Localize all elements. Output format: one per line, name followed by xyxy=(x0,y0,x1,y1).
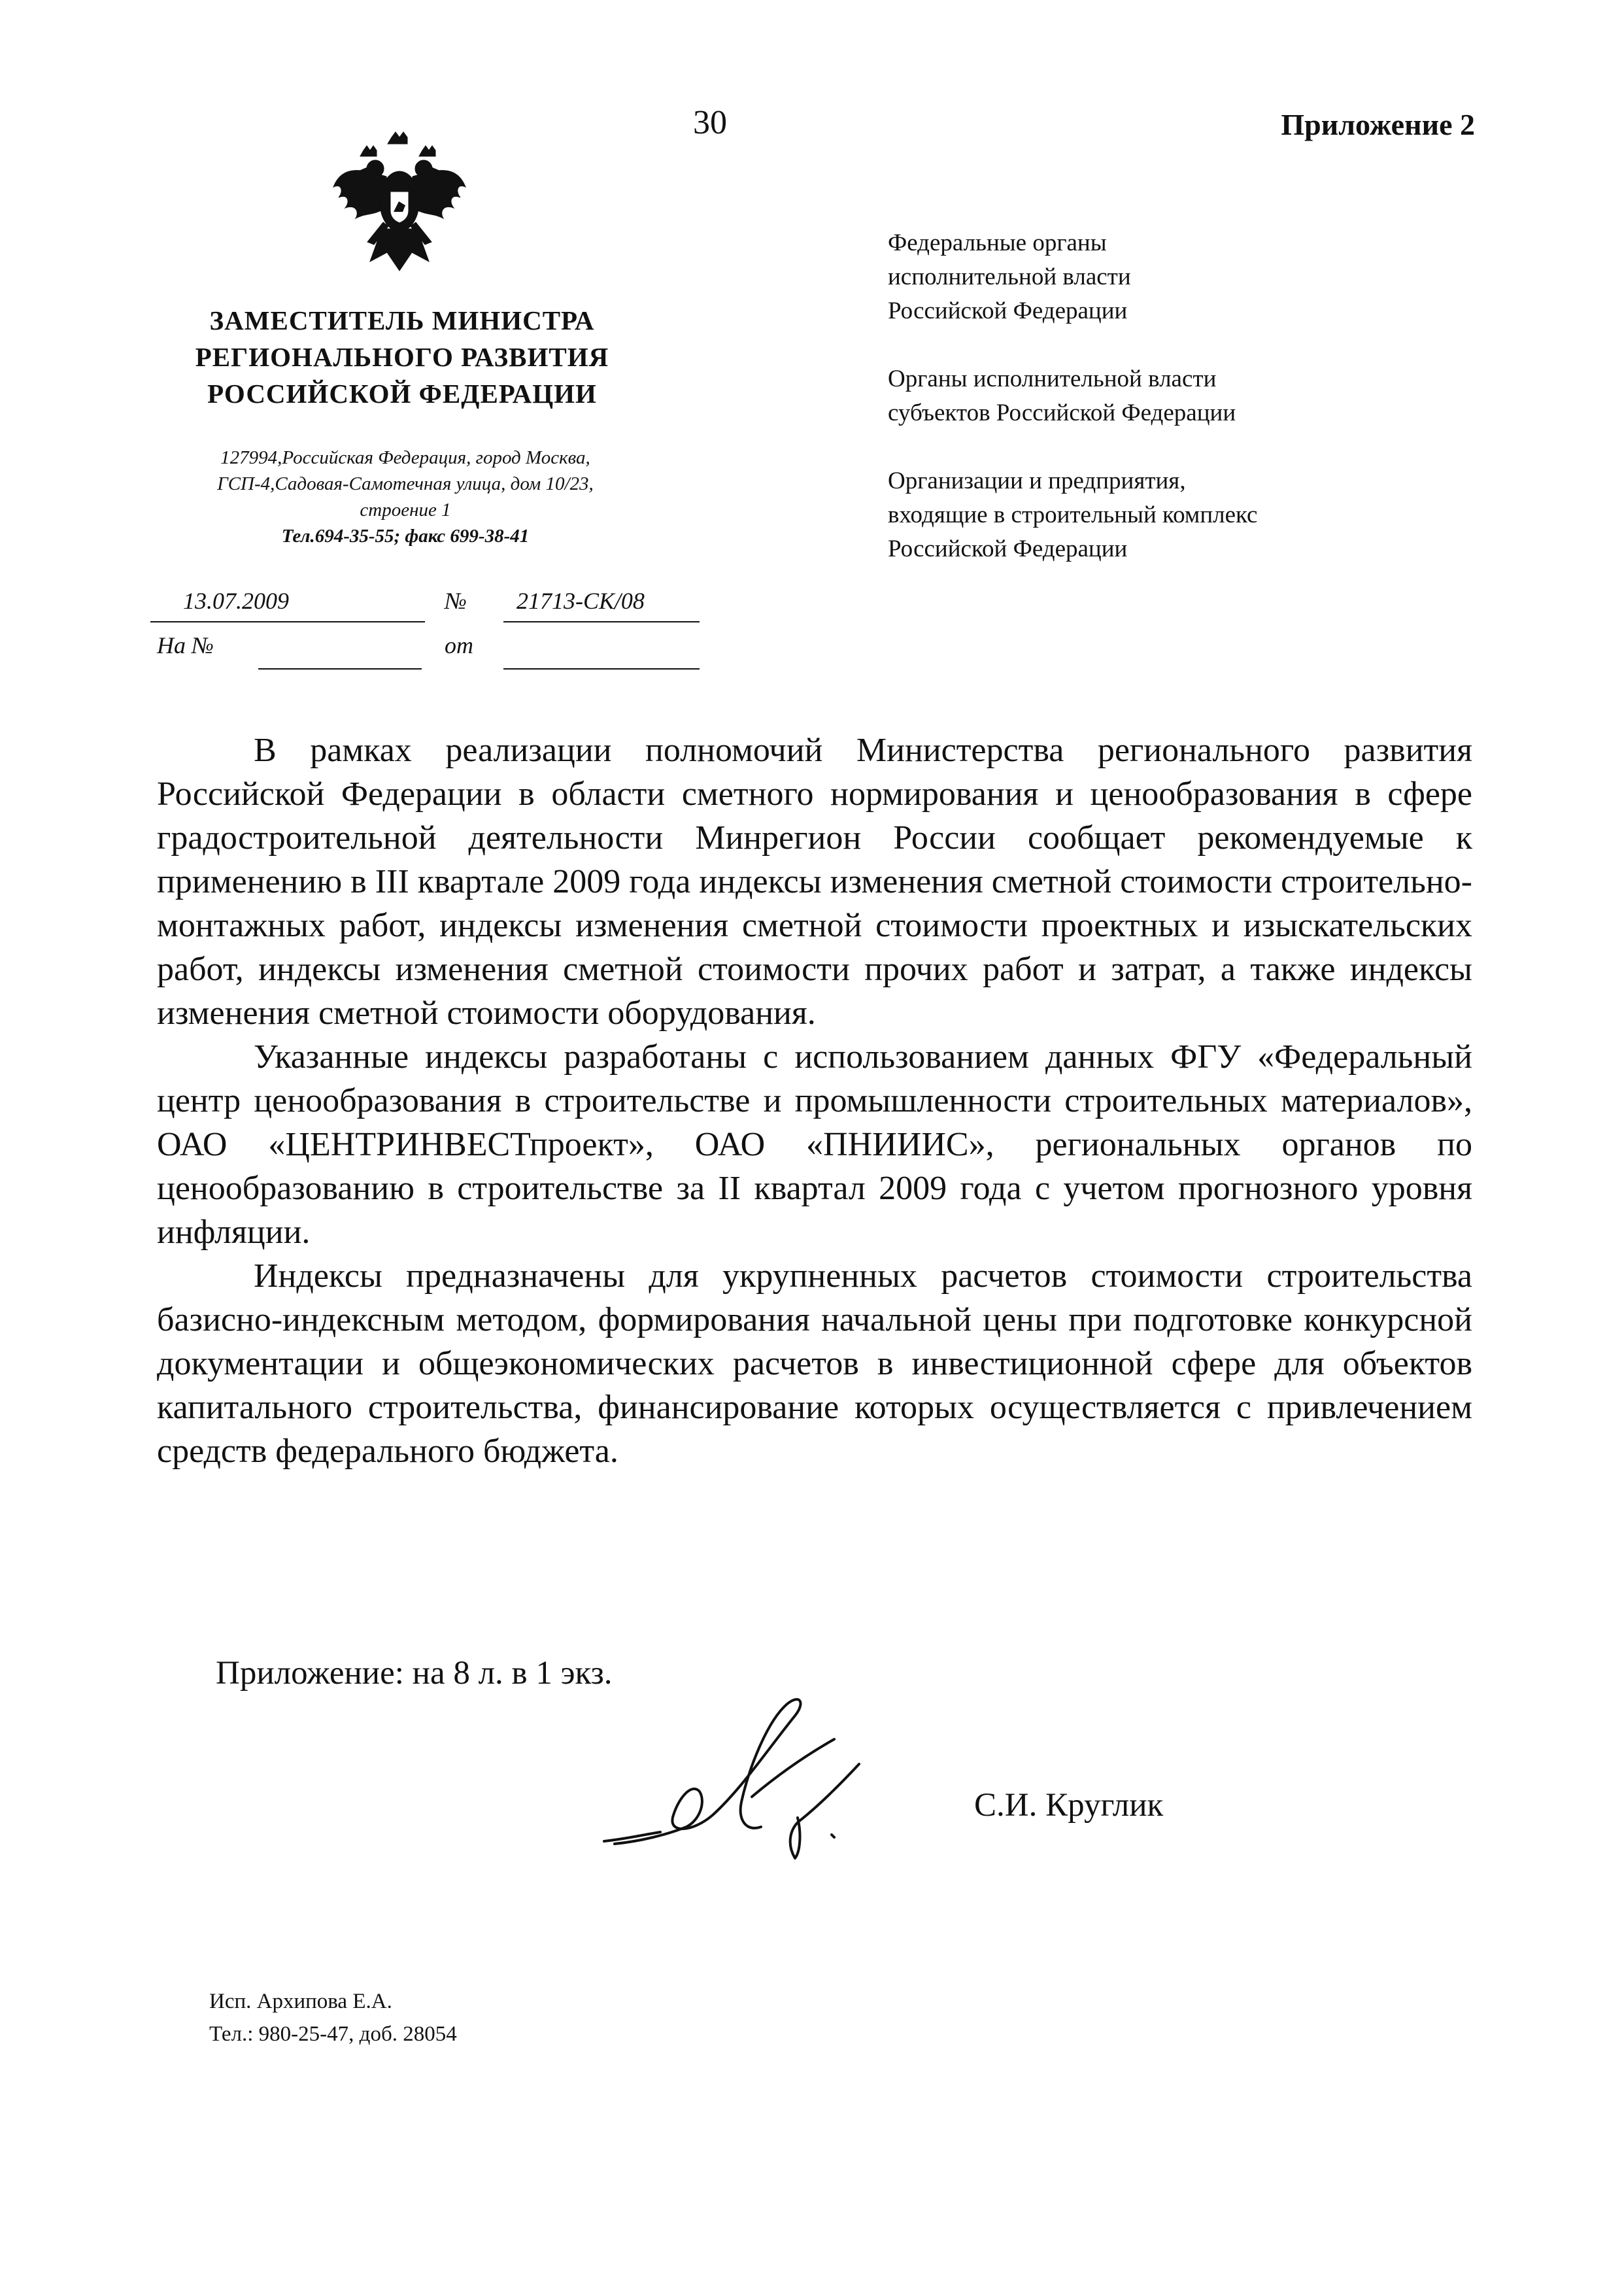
outgoing-number: 21713-СК/08 xyxy=(516,588,645,614)
coat-of-arms-icon xyxy=(324,131,475,281)
recipient-line: Организации и предприятия, xyxy=(888,468,1186,494)
recipient-line: исполнительной власти xyxy=(888,264,1131,290)
recipient-line: Органы исполнительной власти xyxy=(888,366,1217,392)
body-paragraph: В рамках реализации полномочий Министерства регионального развития Российской Федерации в области сметного нормирования и ценообразования в сфере градостроительной деятельности Минрегион России сообщает рекомендуемые к применению в III квартале 2009 года индексы изменения сметной стоимости строительно-монтажных работ, индексы изменения сметной стоимости проектных и изыскательских работ, индексы изменения сметной стоимости прочих работ и затрат, а также индексы изменения сметной стоимости оборудования. xyxy=(157,732,1472,1032)
appendix-label: Приложение 2 xyxy=(1281,108,1475,141)
recipient-line: Российской Федерации xyxy=(888,298,1128,324)
address-line: 127994,Российская Федерация, город Москва, xyxy=(220,447,590,468)
recipients-block xyxy=(888,226,1476,600)
handwritten-signature xyxy=(601,1687,902,1863)
executor-phone: Тел.: 980-25-47, доб. 28054 xyxy=(209,2022,457,2046)
sender-phone: Тел.694-35-55; факс 699-38-41 xyxy=(281,526,530,547)
recipient-line: Федеральные органы xyxy=(888,230,1107,256)
address-line: ГСП-4,Садовая-Самотечная улица, дом 10/23, xyxy=(217,473,594,494)
recipient-line: Российской Федерации xyxy=(888,536,1128,562)
reference-date-label: от xyxy=(445,632,473,658)
outgoing-date: 13.07.2009 xyxy=(183,588,289,614)
letter-body xyxy=(157,728,1472,1473)
recipient-line: входящие в строительный комплекс xyxy=(888,502,1258,528)
executor-name: Исп. Архипова Е.А. xyxy=(209,1990,392,2013)
recipient-group xyxy=(888,226,1476,328)
recipient-group xyxy=(888,362,1476,430)
attachment-note: Приложение: на 8 л. в 1 экз. xyxy=(216,1655,613,1692)
number-underline xyxy=(503,621,700,622)
body-paragraph: Указанные индексы разработаны с использованием данных ФГУ «Федеральный центр ценообразования в строительстве и промышленности строительных материалов», ОАО «ЦЕНТРИНВЕСТпроект», ОАО «ПНИИИС», региональных органов по ценообразованию в строительстве за II квартал 2009 года с учетом прогнозного уровня инфляции. xyxy=(157,1038,1472,1251)
reference-number-label: На № xyxy=(157,632,214,658)
executor-block xyxy=(209,1985,457,2050)
reference-number-blank xyxy=(258,668,422,670)
ministry-title-line: РЕГИОНАЛЬНОГО РАЗВИТИЯ xyxy=(195,342,609,372)
ministry-title xyxy=(150,302,654,412)
number-sign: № xyxy=(445,588,467,614)
ministry-title-line: ЗАМЕСТИТЕЛЬ МИНИСТРА xyxy=(209,305,595,335)
date-underline xyxy=(150,621,425,622)
signer-name: С.И. Круглик xyxy=(974,1787,1164,1824)
recipient-group xyxy=(888,464,1476,566)
sender-address xyxy=(157,445,654,549)
recipient-line: субъектов Российской Федерации xyxy=(888,400,1236,426)
address-line: строение 1 xyxy=(360,500,451,520)
page-number: 30 xyxy=(693,104,727,141)
body-paragraph: Индексы предназначены для укрупненных расчетов стоимости строительства базисно-индексным методом, формирования начальной цены при подготовке конкурсной документации и общеэкономических расчетов в инвестиционной сфере для объектов капитального строительства, финансирование которых осуществляется с привлечением средств федерального бюджета. xyxy=(157,1257,1472,1470)
reference-date-blank xyxy=(503,668,700,670)
ministry-title-line: РОССИЙСКОЙ ФЕДЕРАЦИИ xyxy=(207,379,597,409)
